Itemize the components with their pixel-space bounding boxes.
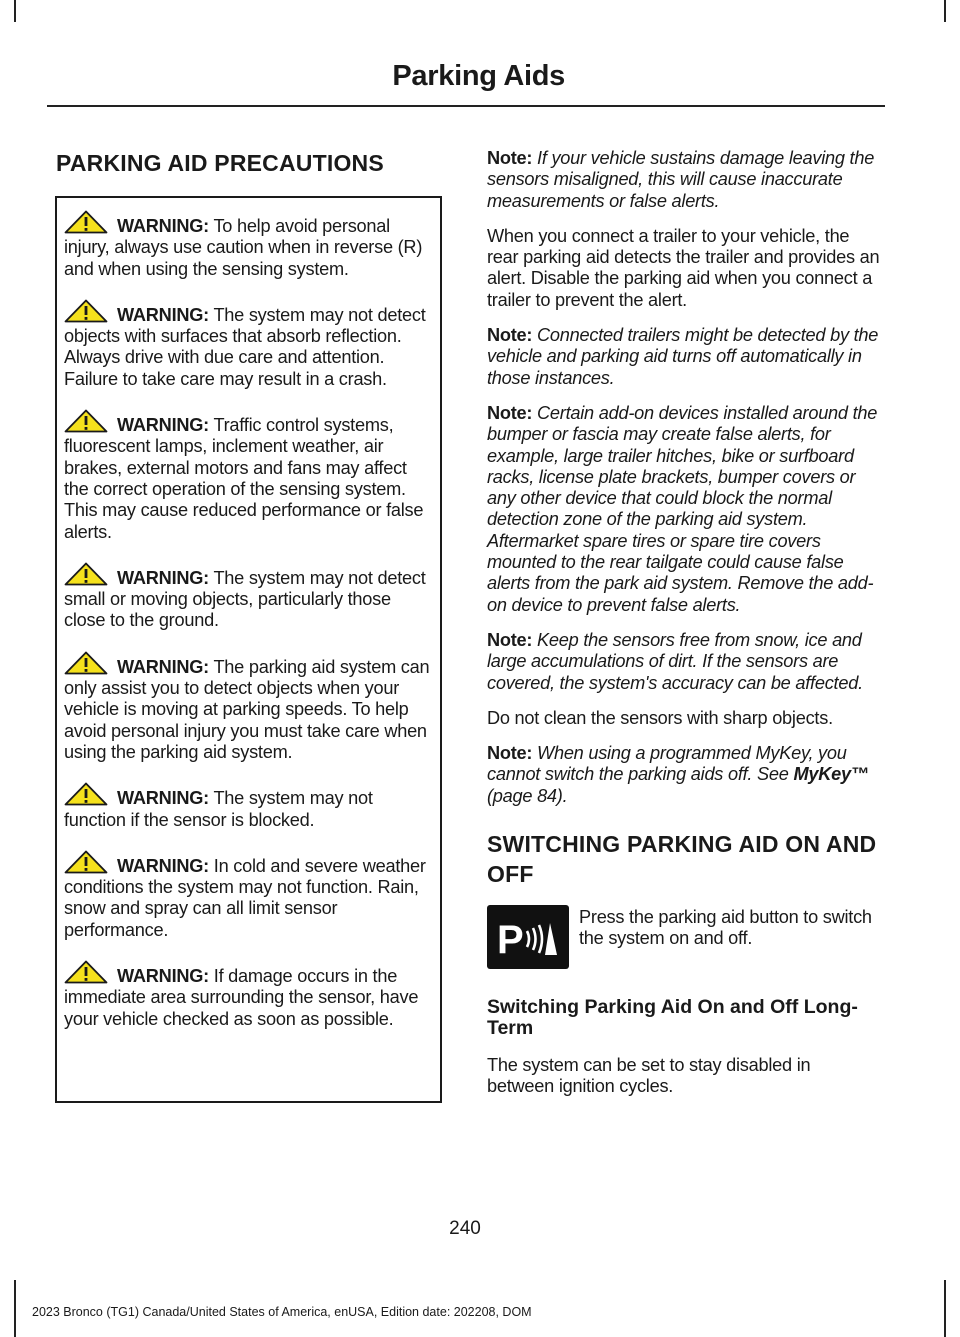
warning-triangle-icon [64,850,108,874]
mykey-link[interactable]: MyKey™ [793,764,869,785]
footer-edition: 2023 Bronco (TG1) Canada/United States of America, enUSA, Edition date: 202208, DOM [32,1305,532,1319]
crop-mark [14,1280,16,1337]
crop-mark [944,0,946,22]
ignition-cycles-paragraph: The system can be set to stay disabled in between ignition cycles. [487,1055,811,1097]
parking-aid-button-row [487,905,881,969]
warning-label: WARNING: [117,216,209,236]
warning-7 [64,850,434,941]
warning-text: The system may not detect small or moving objects, particularly those close to the ground. [64,567,426,631]
warning-label: WARNING: [117,966,209,987]
warning-text: Traffic control systems, fluorescent lamps, inclement weather, air brakes, external motors and fans may affect the correct operation of the sensing system. This may cause reduced performance or false alerts. [64,415,424,542]
warning-1 [64,210,434,280]
warning-label: WARNING: [117,304,209,325]
warning-triangle-icon [64,409,108,433]
warning-label: WARNING: [117,788,209,809]
warning-triangle-icon [64,562,108,586]
warning-label: WARNING: [117,656,209,677]
warning-text: To help avoid personal injury, always use caution when in reverse (R) and when using the sensing system. [64,216,423,279]
warning-text: If damage occurs in the immediate area surrounding the sensor, have your vehicle checked as soon as possible. [64,966,419,1029]
warning-triangle-icon [64,782,108,806]
header-divider [47,105,885,107]
note-mykey: Note: When using a programmed MyKey, you cannot switch the parking aids off. See MyKey™ (page 84). [487,743,869,806]
warning-8 [64,960,434,1030]
warning-triangle-icon [64,651,108,675]
section-title-switching: SWITCHING PARKING AID ON AND OFF [487,831,877,888]
warning-2 [64,299,434,390]
warning-4 [64,562,434,632]
warning-label: WARNING: [117,855,209,876]
warning-text: The system may not function if the sensor is blocked. [64,788,373,830]
warning-text: In cold and severe weather conditions the system may not function. Rain, snow and spray can all limit sensor performance. [64,855,426,940]
warning-triangle-icon [64,210,108,234]
svg-text:P: P [497,918,524,960]
warning-triangle-icon [64,299,108,323]
warning-6 [64,782,434,831]
page-number: 240 [449,1218,481,1239]
crop-mark [944,1280,946,1337]
warning-triangle-icon [64,960,108,984]
sharp-objects-paragraph: Do not clean the sensors with sharp objects. [487,707,833,728]
warning-label: WARNING: [117,415,209,436]
warning-box [55,196,442,1103]
parking-aid-icon [487,905,569,969]
warning-label: WARNING: [117,567,209,588]
crop-mark [14,0,16,22]
note-trailers: Note: Connected trailers might be detected by the vehicle and parking aid turns off automatically in those instances. [487,325,879,388]
warning-text: The parking aid system can only assist you to detect objects when your vehicle is moving at parking speeds. To help avoid personal injury you must take care when using the parking aid system. [64,656,430,762]
note-add-on-devices: Note: Certain add-on devices installed around the bumper or fascia may create false alerts, for example, large trailer hitches, bike or surfboard racks, license plate brackets, bumper covers or any other device that could block the normal detection zone of the parking aid system. Aftermarket spare tires or spare tire covers mounted to the rear tailgate could cause false alerts from the park aid system. Remove the add-on device to prevent false alerts. [487,402,878,615]
trailer-paragraph: When you connect a trailer to your vehicle, the rear parking aid detects the trailer and provides an alert. Disable the parking aid when you connect a trailer to prevent the alert. [487,225,880,310]
note-damage: Note: If your vehicle sustains damage leaving the sensors misaligned, this will cause inaccurate measurements or false alerts. [487,148,875,211]
section-title-precautions: PARKING AID PRECAUTIONS [56,150,384,176]
warning-5 [64,651,434,763]
page-header-title: Parking Aids [392,60,565,92]
right-column [487,148,881,1112]
sub-heading-long-term: Switching Parking Aid On and Off Long-Term [487,996,858,1040]
warning-3 [64,409,434,543]
note-keep-sensors-clean: Note: Keep the sensors free from snow, ice and large accumulations of dirt. If the sensors are covered, the system's accuracy can be affected. [487,629,863,693]
warning-text: The system may not detect objects with surfaces that absorb reflection. Always drive with due care and attention. Failure to take care may result in a crash. [64,304,426,389]
left-column [56,148,446,178]
parking-aid-button-text: Press the parking aid button to switch the system on and off. [579,907,872,949]
